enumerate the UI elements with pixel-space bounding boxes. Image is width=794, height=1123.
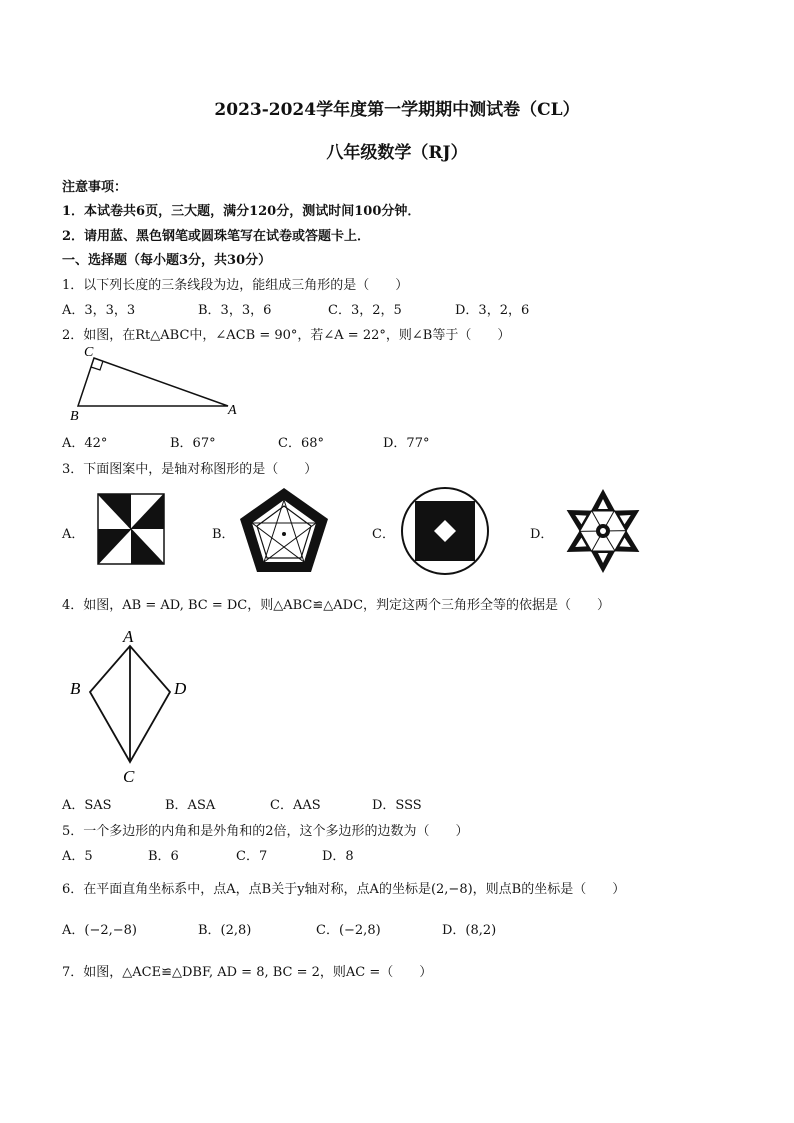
q6-option-c: C．(−2,8) — [316, 923, 381, 938]
q2-stem: 2．如图，在Rt△ABC中，∠ACB = 90°，若∠A = 22°，则∠B等于（ ） — [62, 328, 511, 343]
label-b: B — [70, 679, 81, 698]
q6-option-d: D．(8,2) — [442, 923, 497, 938]
q4-kite-figure — [64, 626, 204, 788]
notes-heading: 注意事项： — [62, 180, 128, 195]
q4-option-a: A．SAS — [62, 798, 112, 813]
exam-subtitle: 八年级数学（RJ） — [326, 143, 468, 163]
pattern-c-circle-square — [398, 486, 492, 576]
q4-option-c: C．AAS — [270, 798, 321, 813]
q1-option-d: D．3，2，6 — [455, 303, 530, 318]
label-b: B — [70, 409, 79, 424]
q2-option-b: B．67° — [170, 436, 216, 451]
q3-stem: 3．下面图案中，是轴对称图形的是（ ） — [62, 462, 318, 477]
q5-stem: 5．一个多边形的内角和是外角和的2倍，这个多边形的边数为（ ） — [62, 824, 469, 839]
q3-option-a: A． — [62, 527, 85, 542]
note-item-1: 1．本试卷共6页，三大题，满分120分，测试时间100分钟． — [62, 204, 421, 219]
label-c: C — [84, 345, 94, 360]
q1-option-c: C．3，2，5 — [328, 303, 402, 318]
label-c: C — [123, 767, 135, 786]
pattern-a-pinwheel — [96, 492, 166, 566]
q7-stem: 7．如图，△ACE≌△DBF, AD = 8, BC = 2，则AC =（ ） — [62, 965, 433, 980]
q6-option-b: B．(2,8) — [198, 923, 252, 938]
q1-option-b: B．3，3，6 — [198, 303, 272, 318]
q6-option-a: A．(−2,−8) — [62, 923, 137, 938]
q5-option-d: D．8 — [322, 849, 354, 864]
q2-option-d: D．77° — [383, 436, 430, 451]
pattern-d-star — [560, 486, 646, 576]
q3-option-c: C． — [372, 527, 395, 542]
label-a: A — [228, 403, 237, 418]
q4-option-d: D．SSS — [372, 798, 422, 813]
section-heading-choice: 一、选择题（每小题3分，共30分） — [62, 253, 272, 268]
label-d: D — [174, 679, 187, 698]
q4-stem: 4．如图，AB = AD, BC = DC，则△ABC≌△ADC，判定这两个三角形全等的依据是（ ） — [62, 598, 611, 613]
q2-option-a: A．42° — [62, 436, 108, 451]
q6-stem: 6．在平面直角坐标系中，点A，点B关于y轴对称，点A的坐标是(2,−8)，则点B的坐标是（ ） — [62, 882, 626, 897]
pattern-b-pentagon — [238, 486, 330, 574]
q4-option-b: B．ASA — [165, 798, 216, 813]
q1-option-a: A．3，3，3 — [62, 303, 136, 318]
q5-option-a: A．5 — [62, 849, 93, 864]
q2-option-c: C．68° — [278, 436, 324, 451]
q5-option-b: B．6 — [148, 849, 179, 864]
exam-title: 2023-2024学年度第一学期期中测试卷（CL） — [214, 100, 580, 120]
q2-right-triangle-figure — [60, 342, 260, 424]
q1-stem: 1．以下列长度的三条线段为边，能组成三角形的是（ ） — [62, 278, 409, 293]
triangle-abc — [78, 358, 228, 406]
q3-option-b: B． — [212, 527, 235, 542]
label-a: A — [123, 627, 134, 646]
q3-option-d: D． — [530, 527, 554, 542]
note-item-2: 2．请用蓝、黑色钢笔或圆珠笔写在试卷或答题卡上． — [62, 229, 371, 244]
q5-option-c: C．7 — [236, 849, 268, 864]
